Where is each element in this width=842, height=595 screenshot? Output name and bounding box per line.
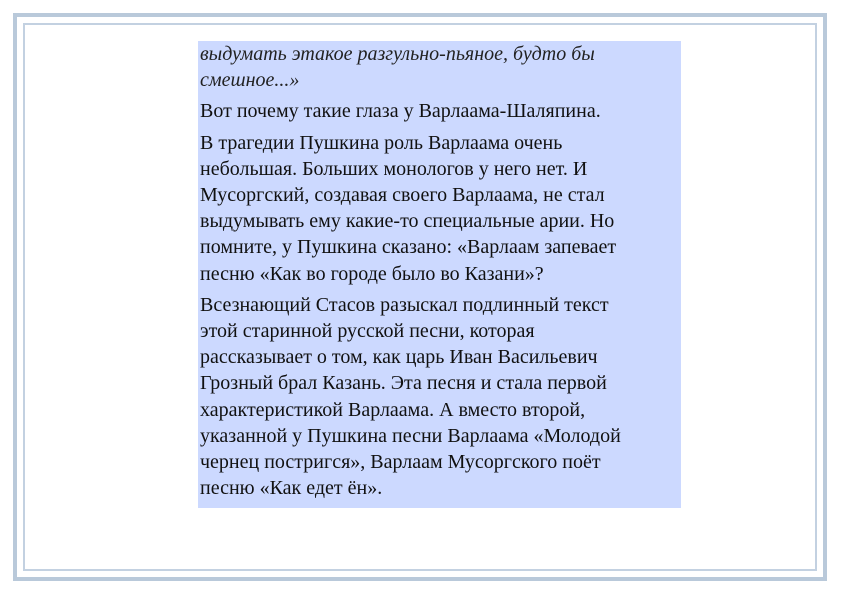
text-block xyxy=(198,41,681,508)
text-line: небольшая. Больших монологов у него нет. И xyxy=(200,157,588,180)
text-line: рассказывает о том, как царь Иван Васильевич xyxy=(200,346,598,369)
paragraph-pushkin-role xyxy=(200,130,679,287)
paragraph-stasov-song xyxy=(200,292,679,502)
paragraph-quote-end xyxy=(200,41,679,93)
text-line: характеристикой Варлаама. А вместо второй, xyxy=(200,398,586,421)
text-line: песню «Как едет ён». xyxy=(200,477,383,500)
text-line: смешное...» xyxy=(200,69,300,92)
text-line: чернец постригся», Варлаам Мусоргского поёт xyxy=(200,451,601,474)
text-line: Грозный брал Казань. Эта песня и стала первой xyxy=(200,372,607,395)
paragraph-varlaam-eyes xyxy=(200,98,679,124)
text-line: этой старинной русской песни, которая xyxy=(200,320,535,343)
text-line: выдумать этакое разгульно-пьяное, будто бы xyxy=(200,43,595,65)
text-line: выдумывать ему какие-то специальные арии. Но xyxy=(200,210,615,233)
text-line: песню «Как во городе было во Казани»? xyxy=(200,262,544,285)
text-line: Всезнающий Стасов разыскал подлинный текст xyxy=(200,293,609,316)
text-line: помните, у Пушкина сказано: «Варлаам запевает xyxy=(200,236,617,259)
text-line: Вот почему такие глаза у Варлаама-Шаляпина. xyxy=(200,100,601,123)
text-line: указанной у Пушкина песни Варлаама «Молодой xyxy=(200,424,621,447)
text-line: В трагедии Пушкина роль Варлаама очень xyxy=(200,131,563,154)
text-line: Мусоргский, создавая своего Варлаама, не стал xyxy=(200,184,605,207)
